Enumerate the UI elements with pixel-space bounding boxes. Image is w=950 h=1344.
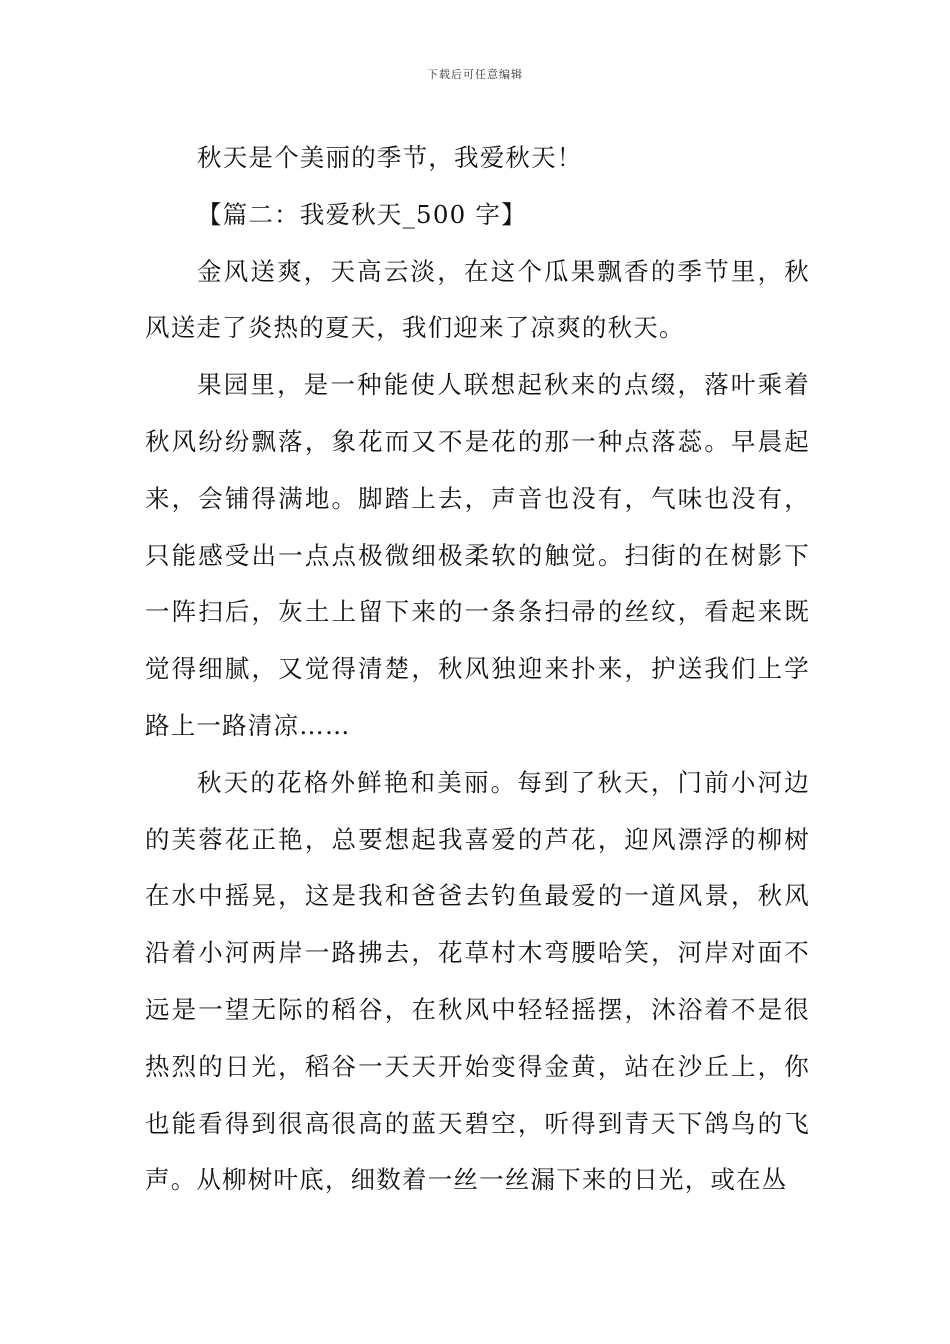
paragraph-1: 金风送爽，天高云淡，在这个瓜果飘香的季节里，秋风送走了炎热的夏天，我们迎来了凉爽的秋天。 [145, 256, 810, 343]
section-heading: 【篇二：我爱秋天_500 字】 [197, 199, 527, 229]
closing-line: 秋天是个美丽的季节，我爱秋天！ [197, 143, 583, 172]
paragraph-3: 秋天的花格外鲜艳和美丽。每到了秋天，门前小河边的芙蓉花正艳，总要想起我喜爱的芦花，迎风漂浮的柳树在水中摇晃，这是我和爸爸去钓鱼最爱的一道风景，秋风沿着小河两岸一路拂去，花草村木弯腰哈笑，河岸对面不远是一望无际的稻谷，在秋风中轻轻摇摆，沐浴着不是很热烈的日光，稻谷一天天开始变得金黄，站在沙丘上，你也能看得到很高很高的蓝天碧空，听得到青天下鸽鸟的飞声。从柳树叶底，细数着一丝一丝漏下来的日光，或在丛 [145, 767, 810, 1195]
document-body [145, 130, 810, 1209]
paragraph-2: 果园里，是一种能使人联想起秋来的点缀，落叶乘着秋风纷纷飘落，象花而又不是花的那一种点落蕊。早晨起来，会铺得满地。脚踏上去，声音也没有，气味也没有，只能感受出一点点极微细极柔软的触觉。扫街的在树影下一阵扫后，灰土上留下来的一条条扫帚的丝纹，看起来既觉得细腻，又觉得清楚，秋风独迎来扑来，护送我们上学路上一路清凉…… [145, 370, 810, 740]
page-header-note: 下载后可任意编辑 [427, 68, 523, 81]
